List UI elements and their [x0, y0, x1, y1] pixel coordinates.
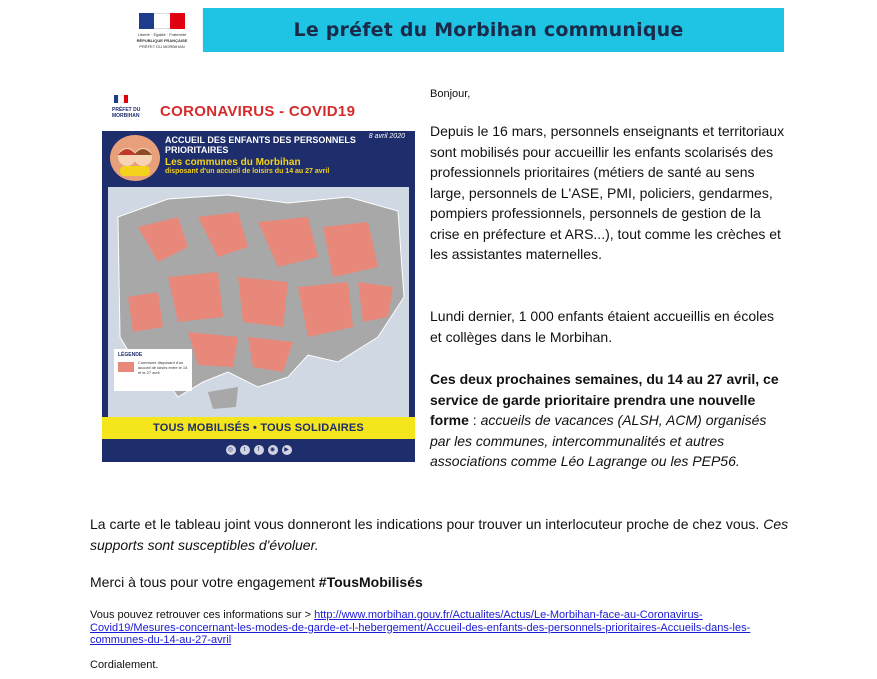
paragraph-new-form [430, 369, 786, 472]
title-band [203, 8, 784, 52]
legend-swatch [118, 362, 134, 372]
supports-text: La carte et le tableau joint vous donneront les indications pour trouver un interlocuteur proche de chez vous. [90, 516, 764, 532]
new-form-bold: Ces deux prochaines semaines, du 14 au 27 avril, ce service de garde prioritaire prendra une nouvelle forme [430, 371, 779, 428]
new-form-sep: : [468, 412, 481, 428]
prefecture-logo [90, 8, 203, 52]
twitter-icon: t [240, 445, 250, 455]
closing: Cordialement. [90, 659, 159, 671]
instagram-icon: ◉ [268, 445, 278, 455]
logo-prefet: PRÉFET DU MORBIHAN [139, 44, 185, 49]
poster-communes: Les communes du Morbihan [165, 157, 301, 168]
paragraph-supports [90, 514, 790, 555]
facebook-icon: f [254, 445, 264, 455]
source-link[interactable]: http://www.morbihan.gouv.fr/Actualites/Actus/Le-Morbihan-face-au-Coronavirus-Covid19/Mesures-concernant-les-modes-de-garde-et-l-hebergement/Accueil-des-enfants-des-personnels-prioritaires-Accueils-dans-les-communes-du-14-au-27-avril [90, 609, 751, 646]
poster-slogan-bar [102, 417, 415, 439]
header-banner [90, 8, 784, 52]
legend-text: Commune disposant d'un accueil de loisirs entre le 14 et le 27 avril [138, 360, 188, 375]
social-icons [102, 441, 415, 459]
poster-slogan: TOUS MOBILISÉS • TOUS SOLIDAIRES [153, 422, 364, 434]
legend-title: LÉGENDE [118, 352, 143, 358]
thanks-text: Merci à tous pour votre engagement [90, 574, 319, 590]
banner-title: Le préfet du Morbihan communique [293, 19, 684, 41]
greeting: Bonjour, [430, 88, 471, 100]
thanks-line [90, 574, 423, 590]
source-prefix: Vous pouvez retrouver ces informations sur > [90, 609, 315, 621]
globe-icon: ◎ [226, 445, 236, 455]
poster-disposant: disposant d'un accueil de loisirs du 14 au 27 avril [165, 168, 330, 175]
source-line [90, 609, 790, 647]
children-illustration-icon [110, 135, 160, 181]
paragraph-intro: Depuis le 16 mars, personnels enseignants et territoriaux sont mobilisés pour accueillir les enfants scolarisés des professionnels prioritaires (métiers de santé au sens large, personnels de L'ASE, PMI, policiers, gendarmes, pompiers professionnels, personnels de gestion de la crise en préfecture et ARS...), tout comme les crèches et les assistantes maternelles. [430, 123, 785, 262]
map-legend [114, 349, 192, 391]
logo-motto: Liberté · Égalité · Fraternité [137, 32, 187, 37]
poster-header [102, 85, 415, 131]
poster-prefet: PRÉFET DU MORBIHAN [112, 107, 141, 119]
poster-heading: CORONAVIRUS - COVID19 [160, 103, 356, 120]
supports-italic: Ces supports sont susceptibles d'évoluer. [90, 516, 789, 553]
logo-republic: RÉPUBLIQUE FRANÇAISE [136, 38, 188, 43]
new-form-italic: accueils de vacances (ALSH, ACM) organisés par les communes, intercommunalités et autres associations comme Léo Lagrange ou les PEP56. [430, 412, 767, 469]
poster-flag-icon [114, 95, 128, 103]
poster-date: 8 avril 2020 [368, 133, 405, 140]
paragraph-count: Lundi dernier, 1 000 enfants étaient accueillis en écoles et collèges dans le Morbihan. [430, 308, 775, 345]
poster-accueil: ACCUEIL DES ENFANTS DES PERSONNELS PRIORITAIRES [165, 135, 356, 155]
marianne-flag-icon [139, 13, 185, 29]
covid-poster-image [102, 85, 415, 462]
youtube-icon: ▶ [282, 445, 292, 455]
hashtag: #TousMobilisés [318, 574, 423, 590]
